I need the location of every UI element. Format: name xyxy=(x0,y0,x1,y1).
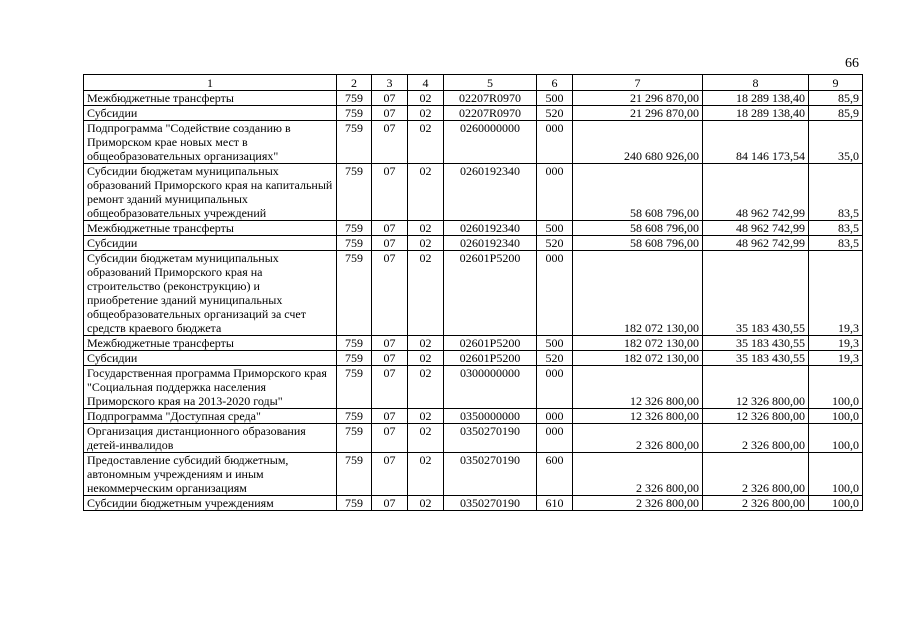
target-article-code: 0350270190 xyxy=(444,424,537,453)
subsection-code: 02 xyxy=(408,351,444,366)
planned-amount: 182 072 130,00 xyxy=(573,251,703,336)
item-name: Субсидии xyxy=(84,236,337,251)
header-row xyxy=(84,75,863,91)
table-row xyxy=(84,351,863,366)
section-code: 07 xyxy=(372,236,408,251)
table-row xyxy=(84,251,863,336)
column-header: 9 xyxy=(809,75,863,91)
admin-code: 759 xyxy=(337,336,372,351)
planned-amount: 12 326 800,00 xyxy=(573,366,703,409)
executed-amount: 48 962 742,99 xyxy=(703,221,809,236)
page-number: 66 xyxy=(845,56,859,71)
target-article-code: 0260192340 xyxy=(444,221,537,236)
item-name: Государственная программа Приморского края "Социальная поддержка населения Приморского края на 2013-2020 годы" xyxy=(84,366,337,409)
admin-code: 759 xyxy=(337,236,372,251)
subsection-code: 02 xyxy=(408,424,444,453)
subsection-code: 02 xyxy=(408,221,444,236)
target-article-code: 0300000000 xyxy=(444,366,537,409)
target-article-code: 0350000000 xyxy=(444,409,537,424)
planned-amount: 182 072 130,00 xyxy=(573,351,703,366)
column-header: 6 xyxy=(537,75,573,91)
expense-type-code: 600 xyxy=(537,453,573,496)
column-header: 1 xyxy=(84,75,337,91)
column-header: 2 xyxy=(337,75,372,91)
expense-type-code: 000 xyxy=(537,424,573,453)
item-name: Субсидии xyxy=(84,351,337,366)
subsection-code: 02 xyxy=(408,164,444,221)
expense-type-code: 000 xyxy=(537,121,573,164)
section-code: 07 xyxy=(372,351,408,366)
expense-type-code: 520 xyxy=(537,106,573,121)
planned-amount: 21 296 870,00 xyxy=(573,91,703,106)
executed-amount: 12 326 800,00 xyxy=(703,366,809,409)
section-code: 07 xyxy=(372,121,408,164)
item-name: Субсидии бюджетам муниципальных образований Приморского края на капитальный ремонт зданий муниципальных общеобразовательных учреждений xyxy=(84,164,337,221)
execution-percent: 100,0 xyxy=(809,409,863,424)
table-row xyxy=(84,164,863,221)
execution-percent: 83,5 xyxy=(809,236,863,251)
subsection-code: 02 xyxy=(408,91,444,106)
executed-amount: 2 326 800,00 xyxy=(703,496,809,511)
execution-percent: 85,9 xyxy=(809,91,863,106)
section-code: 07 xyxy=(372,366,408,409)
table-row xyxy=(84,221,863,236)
execution-percent: 85,9 xyxy=(809,106,863,121)
subsection-code: 02 xyxy=(408,106,444,121)
target-article-code: 0350270190 xyxy=(444,496,537,511)
section-code: 07 xyxy=(372,221,408,236)
section-code: 07 xyxy=(372,496,408,511)
item-name: Межбюджетные трансферты xyxy=(84,221,337,236)
execution-percent: 83,5 xyxy=(809,164,863,221)
executed-amount: 2 326 800,00 xyxy=(703,424,809,453)
planned-amount: 12 326 800,00 xyxy=(573,409,703,424)
subsection-code: 02 xyxy=(408,496,444,511)
column-header: 4 xyxy=(408,75,444,91)
planned-amount: 58 608 796,00 xyxy=(573,221,703,236)
admin-code: 759 xyxy=(337,496,372,511)
table-row xyxy=(84,106,863,121)
execution-percent: 100,0 xyxy=(809,366,863,409)
admin-code: 759 xyxy=(337,251,372,336)
item-name: Предоставление субсидий бюджетным, автономным учреждениям и иным некоммерческим организациям xyxy=(84,453,337,496)
table-row xyxy=(84,91,863,106)
item-name: Межбюджетные трансферты xyxy=(84,336,337,351)
table-row xyxy=(84,496,863,511)
table-row xyxy=(84,366,863,409)
section-code: 07 xyxy=(372,91,408,106)
table-row xyxy=(84,409,863,424)
admin-code: 759 xyxy=(337,453,372,496)
execution-percent: 19,3 xyxy=(809,251,863,336)
subsection-code: 02 xyxy=(408,366,444,409)
planned-amount: 58 608 796,00 xyxy=(573,236,703,251)
column-header: 3 xyxy=(372,75,408,91)
subsection-code: 02 xyxy=(408,453,444,496)
admin-code: 759 xyxy=(337,164,372,221)
section-code: 07 xyxy=(372,251,408,336)
executed-amount: 18 289 138,40 xyxy=(703,91,809,106)
expense-type-code: 500 xyxy=(537,91,573,106)
expense-type-code: 000 xyxy=(537,366,573,409)
section-code: 07 xyxy=(372,409,408,424)
target-article-code: 0260192340 xyxy=(444,164,537,221)
column-header: 8 xyxy=(703,75,809,91)
target-article-code: 0260000000 xyxy=(444,121,537,164)
column-header: 5 xyxy=(444,75,537,91)
table-row xyxy=(84,424,863,453)
item-name: Субсидии бюджетным учреждениям xyxy=(84,496,337,511)
column-header: 7 xyxy=(573,75,703,91)
execution-percent: 35,0 xyxy=(809,121,863,164)
planned-amount: 2 326 800,00 xyxy=(573,453,703,496)
admin-code: 759 xyxy=(337,409,372,424)
item-name: Субсидии xyxy=(84,106,337,121)
section-code: 07 xyxy=(372,424,408,453)
section-code: 07 xyxy=(372,453,408,496)
executed-amount: 35 183 430,55 xyxy=(703,251,809,336)
expense-type-code: 610 xyxy=(537,496,573,511)
table-row xyxy=(84,336,863,351)
expense-type-code: 000 xyxy=(537,409,573,424)
execution-percent: 100,0 xyxy=(809,453,863,496)
expense-type-code: 500 xyxy=(537,336,573,351)
target-article-code: 02601P5200 xyxy=(444,351,537,366)
admin-code: 759 xyxy=(337,424,372,453)
item-name: Межбюджетные трансферты xyxy=(84,91,337,106)
execution-percent: 100,0 xyxy=(809,496,863,511)
execution-percent: 100,0 xyxy=(809,424,863,453)
executed-amount: 35 183 430,55 xyxy=(703,336,809,351)
planned-amount: 240 680 926,00 xyxy=(573,121,703,164)
planned-amount: 2 326 800,00 xyxy=(573,424,703,453)
target-article-code: 02207R0970 xyxy=(444,106,537,121)
item-name: Организация дистанционного образования детей-инвалидов xyxy=(84,424,337,453)
executed-amount: 12 326 800,00 xyxy=(703,409,809,424)
target-article-code: 02601P5200 xyxy=(444,336,537,351)
executed-amount: 18 289 138,40 xyxy=(703,106,809,121)
expense-type-code: 000 xyxy=(537,164,573,221)
execution-percent: 83,5 xyxy=(809,221,863,236)
executed-amount: 2 326 800,00 xyxy=(703,453,809,496)
executed-amount: 35 183 430,55 xyxy=(703,351,809,366)
planned-amount: 2 326 800,00 xyxy=(573,496,703,511)
section-code: 07 xyxy=(372,106,408,121)
executed-amount: 48 962 742,99 xyxy=(703,236,809,251)
admin-code: 759 xyxy=(337,221,372,236)
subsection-code: 02 xyxy=(408,251,444,336)
table-body xyxy=(84,91,863,511)
planned-amount: 21 296 870,00 xyxy=(573,106,703,121)
table-row xyxy=(84,236,863,251)
expense-type-code: 500 xyxy=(537,221,573,236)
expense-type-code: 000 xyxy=(537,251,573,336)
execution-percent: 19,3 xyxy=(809,336,863,351)
admin-code: 759 xyxy=(337,91,372,106)
item-name: Подпрограмма "Содействие созданию в Приморском крае новых мест в общеобразовательных организациях" xyxy=(84,121,337,164)
expense-type-code: 520 xyxy=(537,351,573,366)
admin-code: 759 xyxy=(337,121,372,164)
executed-amount: 48 962 742,99 xyxy=(703,164,809,221)
planned-amount: 182 072 130,00 xyxy=(573,336,703,351)
table-row xyxy=(84,121,863,164)
target-article-code: 02601P5200 xyxy=(444,251,537,336)
admin-code: 759 xyxy=(337,106,372,121)
target-article-code: 0350270190 xyxy=(444,453,537,496)
item-name: Субсидии бюджетам муниципальных образований Приморского края на строительство (реконструкцию) и приобретение зданий муниципальных общеобразовательных организаций за счет средств краевого бюджета xyxy=(84,251,337,336)
table-row xyxy=(84,453,863,496)
target-article-code: 02207R0970 xyxy=(444,91,537,106)
section-code: 07 xyxy=(372,336,408,351)
executed-amount: 84 146 173,54 xyxy=(703,121,809,164)
admin-code: 759 xyxy=(337,351,372,366)
planned-amount: 58 608 796,00 xyxy=(573,164,703,221)
admin-code: 759 xyxy=(337,366,372,409)
section-code: 07 xyxy=(372,164,408,221)
item-name: Подпрограмма "Доступная среда" xyxy=(84,409,337,424)
execution-percent: 19,3 xyxy=(809,351,863,366)
budget-table xyxy=(83,74,863,511)
subsection-code: 02 xyxy=(408,121,444,164)
target-article-code: 0260192340 xyxy=(444,236,537,251)
subsection-code: 02 xyxy=(408,236,444,251)
expense-type-code: 520 xyxy=(537,236,573,251)
subsection-code: 02 xyxy=(408,336,444,351)
subsection-code: 02 xyxy=(408,409,444,424)
